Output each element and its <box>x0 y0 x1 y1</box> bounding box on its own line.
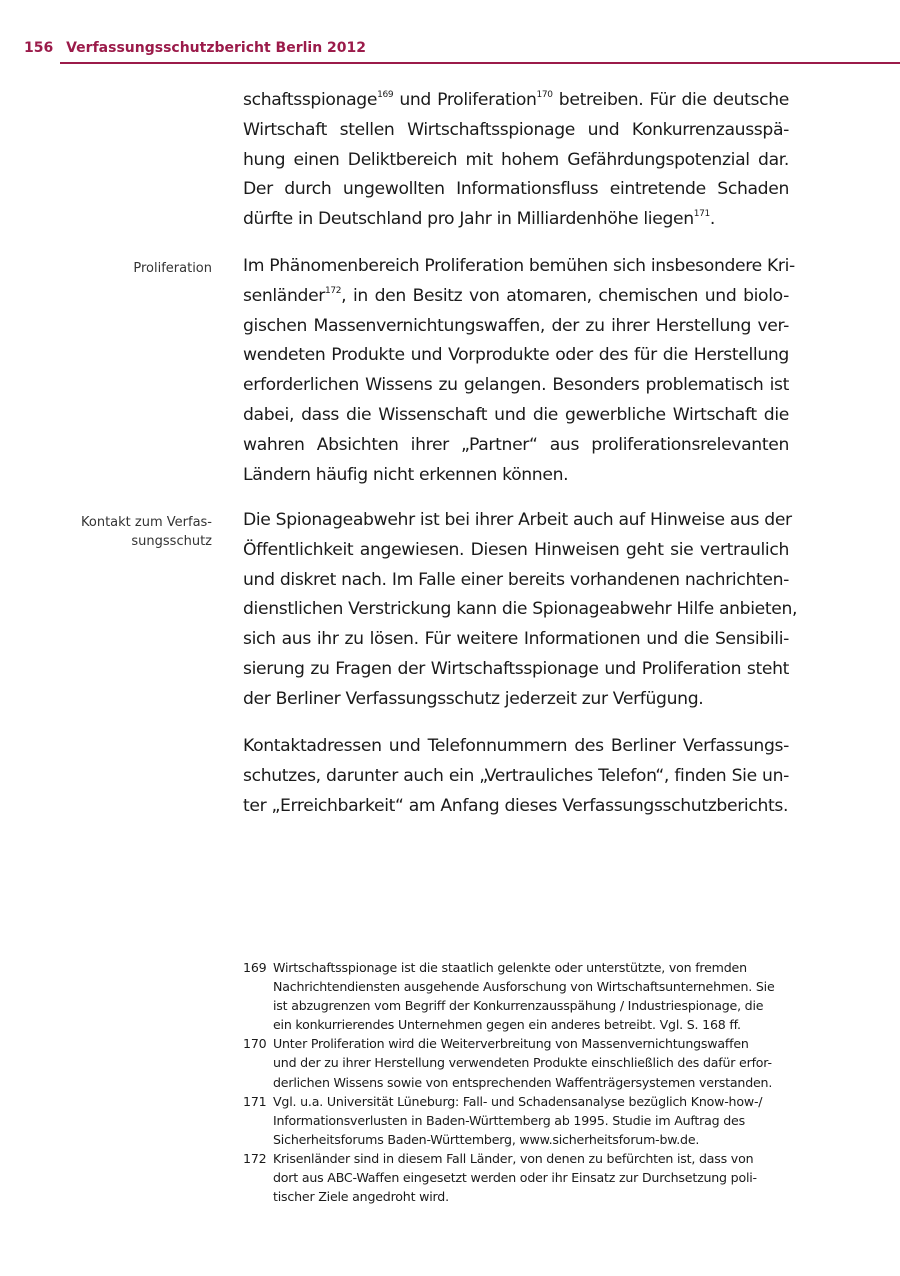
footnote-171 <box>243 1092 783 1149</box>
footnote-ref-172[interactable]: 172 <box>325 285 342 296</box>
margin-note-kontakt: Kontakt zum Verfas- sungsschutz <box>81 515 212 549</box>
paragraph-3: Die Spionageabwehr ist bei ihrer Arbeit auch auf Hinweise aus der Öffentlichkeit angewiesen. Diesen Hinweisen geht sie vertraulich und diskret nach. Im Falle einer bereits vorhandenen nachrichten- dienstlichen Verstrickung kann die Spionageabwehr Hilfe anbieten, sich aus ihr zu lösen. Für weitere Informationen und die Sensibili- sierung zu Fragen der Wirtschaftsspionage und Proliferation steht der Berliner Verfassungsschutz jederzeit zur Verfügung. <box>243 510 798 709</box>
footnote-number: 172 <box>243 1150 267 1166</box>
footnote-ref-169[interactable]: 169 <box>377 90 394 100</box>
footnote-number: 169 <box>243 960 267 975</box>
footnote-text: Wirtschaftsspionage ist die staatlich gelenkte oder unterstützte, von fremden Nachrichtendiensten ausgehende Ausforschung von Wirtschaftsunternehmen. Sie ist abzugrenzen vom Begriff der Konkurrenzausspähung / Industriespionage, die ein konkurrierendes Unternehmen gegen ein anderes betreibt. Vgl. S. 168 ff. <box>273 960 775 1033</box>
header-rule <box>60 62 900 64</box>
paragraph-1: schaftsspionage$^{169}$ und Proliferation$^{170}$ betreiben. Für die deutsche Wirtschaft stellen Wirtschaftsspionage und Konkurrenzausspä- hung einen Deliktbereich mit hohem Gefährdungspotenzial dar. Der durch ungewollten Informationsfluss eintretende Schaden dürfte in Deutschland pro Jahr in Milliardenhöhe liegen$^{171}$. <box>243 90 789 230</box>
footnote-ref-170[interactable]: 170 <box>536 90 553 100</box>
margin-note-proliferation: Proliferation <box>133 261 212 276</box>
footnotes <box>243 958 783 1206</box>
page-header <box>24 40 900 56</box>
footnote-text: Vgl. u.a. Universität Lüneburg: Fall- und Schadensanalyse bezüglich Know-how-/ Informationsverlusten in Baden-Württemberg ab 1995. Studie im Auftrag des Sicherheitsforums Baden-Württemberg, www.sicherheitsforum-bw.de. <box>273 1093 763 1147</box>
report-title: Verfassungsschutzbericht Berlin 2012 <box>66 40 367 56</box>
footnote-number: 170 <box>243 1036 267 1052</box>
footnote-170 <box>243 1034 783 1091</box>
footnote-text: Unter Proliferation wird die Weiterverbreitung von Massenvernichtungswaffen und der zu ihrer Herstellung verwendeten Produkte einschließlich des dafür erfor- derlichen Wissens sowie von entsprechenden Waffenträgersystemen verstanden. <box>273 1036 773 1090</box>
footnote-number: 171 <box>243 1093 267 1109</box>
footnote-ref-171[interactable]: 171 <box>693 209 710 220</box>
paragraph-4: Kontaktadressen und Telefonnummern des Berliner Verfassungs- schutzes, darunter auch ein „Vertrauliches Telefon“, finden Sie un- ter „Erreichbarkeit“ am Anfang dieses Verfassungsschutzberichts. <box>243 736 789 816</box>
footnote-169 <box>243 958 783 1034</box>
paragraph-2: Im Phänomenbereich Proliferation bemühen sich insbesondere Kri- senländer$^{172}$, in den Besitz von atomaren, chemischen und biolo- gischen Massenvernichtungswaffen, der zu ihrer Herstellung ver- wendeten Produkte und Vorprodukte oder des für die Herstellung erforderlichen Wissens zu gelangen. Besonders problematisch ist dabei, dass die Wissenschaft und die gewerbliche Wirtschaft die wahren Absichten ihrer „Partner“ aus proliferationsrelevanten Ländern häufig nicht erkennen können. <box>243 256 795 485</box>
footnote-172 <box>243 1149 783 1206</box>
page-number: 156 <box>24 40 54 56</box>
footnote-text: Krisenländer sind in diesem Fall Länder, von denen zu befürchten ist, dass von dort aus ABC-Waffen eingesetzt werden oder ihr Einsatz zur Durchsetzung poli- tischer Ziele angedroht wird. <box>273 1150 757 1205</box>
